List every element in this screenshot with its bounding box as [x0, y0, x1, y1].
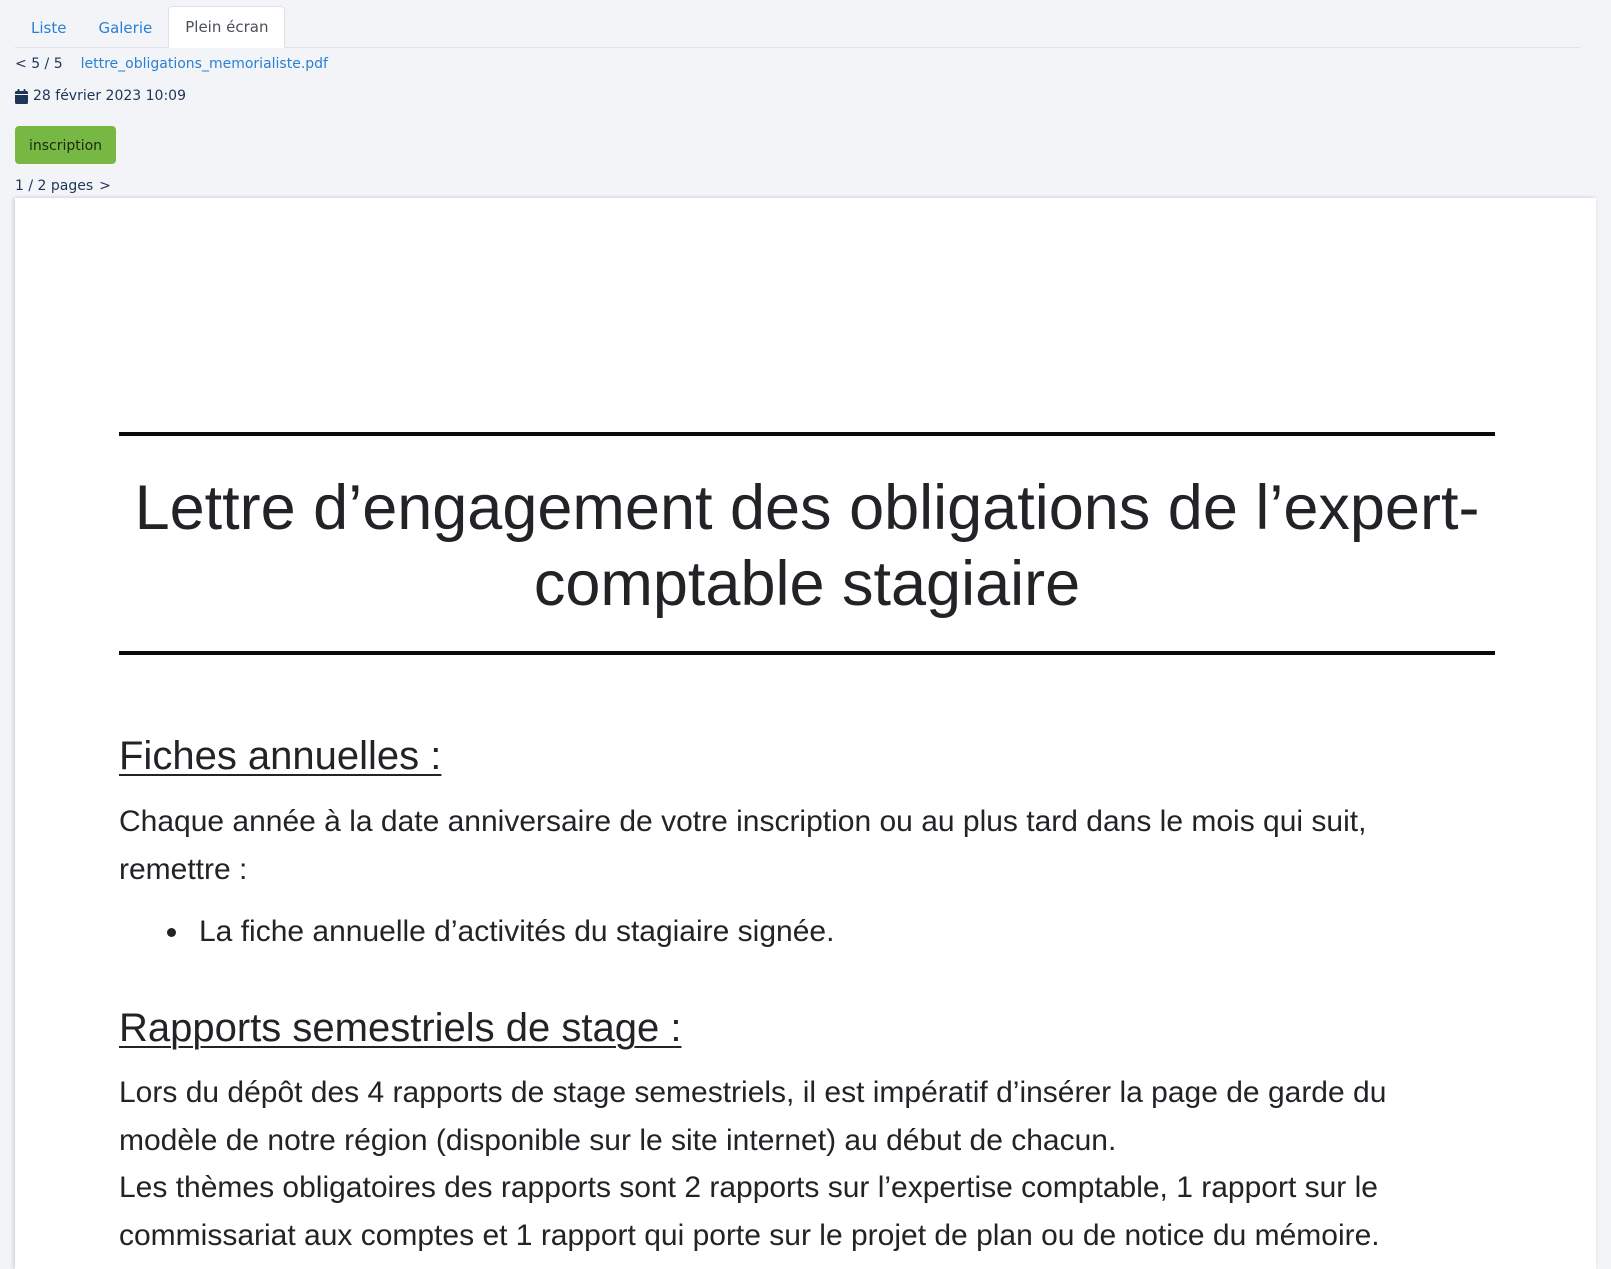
section-heading-fiches-annuelles: Fiches annuelles : [119, 734, 442, 778]
section-paragraph-fiches-annuelles [119, 798, 1495, 893]
paragraph-line: Les thèmes obligatoires des rapports sont 2 rapports sur l’expertise comptable, 1 rapport sur le [119, 1171, 1378, 1204]
document-date [15, 88, 186, 104]
tab-plein-ecran[interactable]: Plein écran [168, 6, 285, 48]
bullet-list [119, 912, 834, 952]
file-position: 5 / 5 [31, 56, 63, 72]
calendar-icon [15, 89, 28, 104]
inscription-tag-button[interactable]: inscription [15, 126, 116, 164]
document-title [119, 470, 1495, 622]
date-text: 28 février 2023 10:09 [33, 88, 186, 104]
list-item [119, 912, 834, 952]
view-tabs [15, 6, 1580, 48]
paragraph-line: modèle de notre région (disponible sur le site internet) au début de chacun. [119, 1123, 1117, 1157]
bullet-icon [167, 928, 176, 937]
document-title-line-2: comptable stagiaire [533, 549, 1081, 619]
tab-liste[interactable]: Liste [31, 19, 67, 37]
section-heading-rapports-semestriels: Rapports semestriels de stage : [119, 1006, 682, 1050]
file-pager [15, 56, 63, 72]
page-navigation [15, 178, 111, 194]
list-item-text: La fiche annuelle d’activités du stagiaire signée. [199, 915, 835, 948]
tab-galerie[interactable]: Galerie [98, 19, 153, 37]
paragraph-line: commissariat aux comptes et 1 rapport qui porte sur le projet de plan ou de notice du mémoire. [119, 1218, 1380, 1252]
paragraph-line: Chaque année à la date anniversaire de votre inscription ou au plus tard dans le mois qui suit, [119, 805, 1367, 838]
title-bottom-rule [119, 651, 1495, 655]
page-position: 1 / 2 pages [15, 178, 94, 194]
file-name-link[interactable]: lettre_obligations_memorialiste.pdf [80, 56, 328, 72]
section-paragraph-rapports-semestriels [119, 1069, 1495, 1259]
paragraph-line: Lors du dépôt des 4 rapports de stage semestriels, il est impératif d’insérer la page de garde du [119, 1076, 1387, 1109]
paragraph-line: remettre : [119, 852, 248, 886]
title-top-rule [119, 432, 1495, 436]
document-title-line-1: Lettre d’engagement des obligations de l’expert- [134, 473, 1480, 543]
pdf-viewer[interactable] [15, 198, 1596, 1269]
previous-file-button[interactable]: < [15, 56, 27, 72]
file-navigation [15, 56, 328, 72]
next-page-button[interactable]: > [99, 178, 111, 194]
